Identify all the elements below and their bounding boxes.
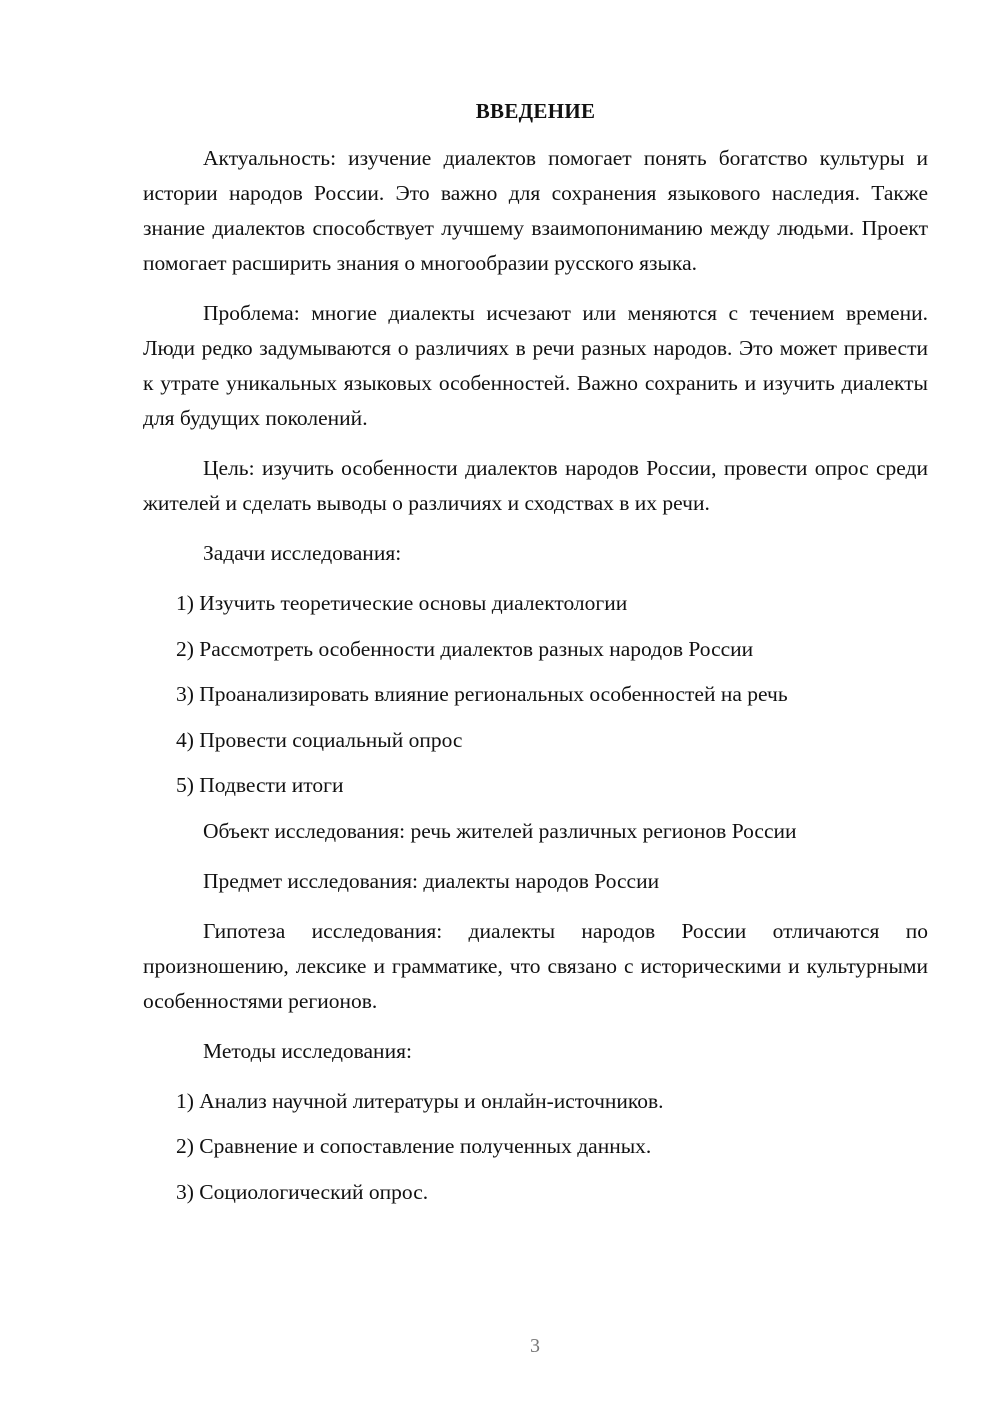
tasks-title: Задачи исследования: <box>203 541 402 565</box>
task-item: 2) Рассмотреть особенности диалектов разных народов России <box>176 636 754 661</box>
subject-paragraph: Предмет исследования: диалекты народов России <box>203 868 660 893</box>
object-paragraph: Объект исследования: речь жителей различных регионов России <box>203 818 797 843</box>
goal-paragraph: Цель: изучить особенности диалектов народов России, провести опрос среди жителей и сделать выводы о различиях и сходствах в их речи. <box>143 456 928 515</box>
page-number: 3 <box>530 1335 540 1357</box>
method-item: 2) Сравнение и сопоставление полученных данных. <box>176 1134 652 1158</box>
page-content <box>143 96 928 1220</box>
task-item: 3) Проанализировать влияние региональных особенностей на речь <box>176 682 788 706</box>
methods-list <box>143 1084 928 1210</box>
task-item: 5) Подвести итоги <box>176 773 344 797</box>
methods-title: Методы исследования: <box>203 1038 412 1063</box>
relevance-paragraph: Актуальность: изучение диалектов помогает понять богатство культуры и истории народов России. Это важно для сохранения языкового наследия. Также знание диалектов способствует лучшему взаимопониманию между людьми. Проект помогает расширить знания о многообразии русского языка. <box>143 146 928 275</box>
method-item: 1) Анализ научной литературы и онлайн-источников. <box>176 1088 664 1113</box>
section-heading: ВВЕДЕНИЕ <box>475 99 596 123</box>
method-item: 3) Социологический опрос. <box>176 1179 429 1204</box>
hypothesis-paragraph: Гипотеза исследования: диалекты народов России отличаются по произношению, лексике и грамматике, что связано с историческими и культурными особенностями регионов. <box>143 918 928 1013</box>
problem-paragraph: Проблема: многие диалекты исчезают или меняются с течением времени. Люди редко задумываются о различиях в речи разных народов. Это может привести к утрате уникальных языковых особенностей. Важно сохранить и изучить диалекты для будущих поколений. <box>143 301 928 430</box>
task-item: 1) Изучить теоретические основы диалектологии <box>176 591 628 615</box>
tasks-list <box>143 586 928 803</box>
task-item: 4) Провести социальный опрос <box>176 727 463 752</box>
